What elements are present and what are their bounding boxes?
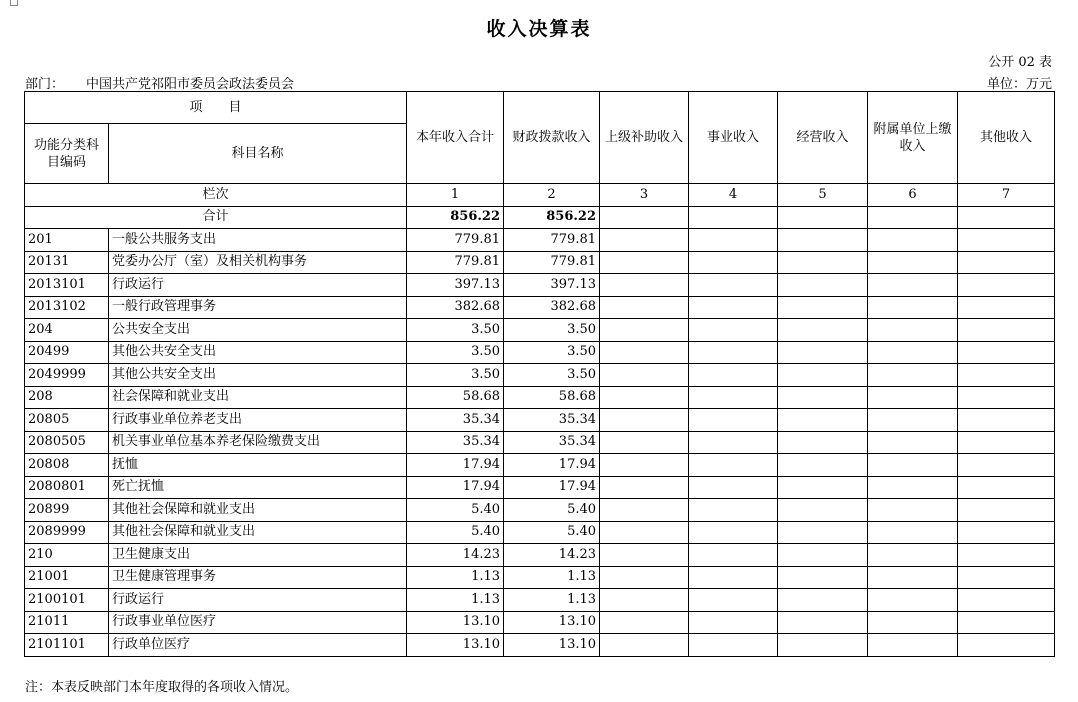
row-code: 2080505 bbox=[25, 431, 109, 454]
row-col6 bbox=[868, 364, 958, 387]
table-row bbox=[25, 589, 1055, 612]
header-col5: 经营收入 bbox=[778, 92, 868, 184]
row-col4 bbox=[689, 409, 778, 432]
row-col5 bbox=[778, 566, 868, 589]
unit-label: 单位：万元 bbox=[986, 77, 1052, 92]
row-col5 bbox=[778, 476, 868, 499]
row-col1: 382.68 bbox=[407, 296, 504, 319]
row-col3 bbox=[600, 476, 689, 499]
table-row bbox=[25, 476, 1055, 499]
department-line bbox=[25, 73, 294, 92]
row-col7 bbox=[958, 544, 1055, 567]
row-col4 bbox=[689, 229, 778, 252]
table-row bbox=[25, 544, 1055, 567]
seq-3: 3 bbox=[600, 184, 689, 207]
row-code: 210 bbox=[25, 544, 109, 567]
row-col4 bbox=[689, 274, 778, 297]
row-col6 bbox=[868, 341, 958, 364]
row-name: 行政事业单位医疗 bbox=[109, 611, 407, 634]
row-col6 bbox=[868, 499, 958, 522]
total-col5 bbox=[778, 206, 868, 229]
row-name: 其他社会保障和就业支出 bbox=[109, 521, 407, 544]
row-code: 2080801 bbox=[25, 476, 109, 499]
row-col4 bbox=[689, 319, 778, 342]
row-col5 bbox=[778, 499, 868, 522]
row-col5 bbox=[778, 544, 868, 567]
row-col3 bbox=[600, 296, 689, 319]
row-code: 2049999 bbox=[25, 364, 109, 387]
header-col1: 本年收入合计 bbox=[407, 92, 504, 184]
row-col1: 17.94 bbox=[407, 454, 504, 477]
row-col6 bbox=[868, 476, 958, 499]
row-col3 bbox=[600, 634, 689, 657]
row-col2: 1.13 bbox=[504, 589, 600, 612]
row-col3 bbox=[600, 274, 689, 297]
table-row bbox=[25, 634, 1055, 657]
row-col4 bbox=[689, 341, 778, 364]
row-col2: 5.40 bbox=[504, 521, 600, 544]
row-col7 bbox=[958, 296, 1055, 319]
row-col6 bbox=[868, 409, 958, 432]
row-name: 其他公共安全支出 bbox=[109, 341, 407, 364]
table-row bbox=[25, 364, 1055, 387]
row-col2: 3.50 bbox=[504, 364, 600, 387]
row-col7 bbox=[958, 274, 1055, 297]
row-code: 21011 bbox=[25, 611, 109, 634]
total-col1: 856.22 bbox=[407, 206, 504, 229]
sequence-row bbox=[25, 184, 1055, 207]
row-col1: 3.50 bbox=[407, 341, 504, 364]
seq-2: 2 bbox=[504, 184, 600, 207]
row-code: 208 bbox=[25, 386, 109, 409]
row-name: 一般行政管理事务 bbox=[109, 296, 407, 319]
row-name: 党委办公厅（室）及相关机构事务 bbox=[109, 251, 407, 274]
row-col4 bbox=[689, 611, 778, 634]
row-col2: 779.81 bbox=[504, 229, 600, 252]
row-col5 bbox=[778, 431, 868, 454]
row-name: 机关事业单位基本养老保险缴费支出 bbox=[109, 431, 407, 454]
table-row bbox=[25, 251, 1055, 274]
total-col7 bbox=[958, 206, 1055, 229]
row-col7 bbox=[958, 229, 1055, 252]
header-row-1 bbox=[25, 92, 1055, 124]
row-code: 2100101 bbox=[25, 589, 109, 612]
seq-1: 1 bbox=[407, 184, 504, 207]
table-row bbox=[25, 319, 1055, 342]
row-col2: 13.10 bbox=[504, 634, 600, 657]
header-item: 项 目 bbox=[25, 92, 407, 124]
row-col5 bbox=[778, 341, 868, 364]
row-col2: 17.94 bbox=[504, 476, 600, 499]
row-col6 bbox=[868, 634, 958, 657]
row-col1: 35.34 bbox=[407, 409, 504, 432]
row-col2: 14.23 bbox=[504, 544, 600, 567]
row-col1: 397.13 bbox=[407, 274, 504, 297]
row-col2: 3.50 bbox=[504, 319, 600, 342]
table-row bbox=[25, 566, 1055, 589]
header-col6: 附属单位上缴收入 bbox=[868, 92, 958, 184]
row-col4 bbox=[689, 566, 778, 589]
total-label: 合计 bbox=[25, 206, 407, 229]
header-col3: 上级补助收入 bbox=[600, 92, 689, 184]
row-col3 bbox=[600, 431, 689, 454]
total-col6 bbox=[868, 206, 958, 229]
row-col1: 13.10 bbox=[407, 634, 504, 657]
row-col3 bbox=[600, 319, 689, 342]
seq-4: 4 bbox=[689, 184, 778, 207]
row-col4 bbox=[689, 296, 778, 319]
row-col2: 397.13 bbox=[504, 274, 600, 297]
row-col4 bbox=[689, 431, 778, 454]
row-col6 bbox=[868, 431, 958, 454]
row-col3 bbox=[600, 386, 689, 409]
row-col3 bbox=[600, 589, 689, 612]
row-col3 bbox=[600, 499, 689, 522]
row-col4 bbox=[689, 544, 778, 567]
row-col7 bbox=[958, 566, 1055, 589]
row-col7 bbox=[958, 364, 1055, 387]
row-col6 bbox=[868, 611, 958, 634]
row-col2: 58.68 bbox=[504, 386, 600, 409]
row-col7 bbox=[958, 634, 1055, 657]
table-row bbox=[25, 454, 1055, 477]
row-col7 bbox=[958, 409, 1055, 432]
row-col6 bbox=[868, 386, 958, 409]
table-row bbox=[25, 296, 1055, 319]
row-col1: 13.10 bbox=[407, 611, 504, 634]
row-name: 行政事业单位养老支出 bbox=[109, 409, 407, 432]
row-col5 bbox=[778, 634, 868, 657]
row-col6 bbox=[868, 521, 958, 544]
row-col3 bbox=[600, 251, 689, 274]
row-col4 bbox=[689, 364, 778, 387]
header-name: 科目名称 bbox=[109, 124, 407, 184]
row-col2: 779.81 bbox=[504, 251, 600, 274]
income-table bbox=[24, 91, 1055, 657]
row-col1: 58.68 bbox=[407, 386, 504, 409]
row-code: 2013101 bbox=[25, 274, 109, 297]
row-col6 bbox=[868, 566, 958, 589]
row-col7 bbox=[958, 611, 1055, 634]
row-col1: 779.81 bbox=[407, 251, 504, 274]
row-name: 行政运行 bbox=[109, 274, 407, 297]
row-col5 bbox=[778, 251, 868, 274]
row-col5 bbox=[778, 319, 868, 342]
row-col3 bbox=[600, 544, 689, 567]
row-col4 bbox=[689, 634, 778, 657]
row-col2: 35.34 bbox=[504, 431, 600, 454]
header-code: 功能分类科目编码 bbox=[25, 124, 109, 184]
row-col2: 35.34 bbox=[504, 409, 600, 432]
row-col6 bbox=[868, 274, 958, 297]
row-col6 bbox=[868, 454, 958, 477]
row-col3 bbox=[600, 364, 689, 387]
row-col3 bbox=[600, 521, 689, 544]
total-row bbox=[25, 206, 1055, 229]
row-col6 bbox=[868, 544, 958, 567]
table-row bbox=[25, 274, 1055, 297]
row-col7 bbox=[958, 319, 1055, 342]
row-col6 bbox=[868, 319, 958, 342]
row-col7 bbox=[958, 499, 1055, 522]
table-row bbox=[25, 521, 1055, 544]
department-label: 部门： bbox=[25, 77, 65, 92]
row-code: 204 bbox=[25, 319, 109, 342]
row-col5 bbox=[778, 364, 868, 387]
row-code: 2101101 bbox=[25, 634, 109, 657]
form-number: 公开 02 表 bbox=[988, 55, 1052, 70]
row-col1: 5.40 bbox=[407, 521, 504, 544]
row-col1: 3.50 bbox=[407, 319, 504, 342]
row-code: 20499 bbox=[25, 341, 109, 364]
row-col3 bbox=[600, 611, 689, 634]
row-col5 bbox=[778, 296, 868, 319]
row-col6 bbox=[868, 251, 958, 274]
row-code: 21001 bbox=[25, 566, 109, 589]
corner-marker-icon bbox=[10, 0, 18, 6]
row-col1: 5.40 bbox=[407, 499, 504, 522]
row-name: 其他社会保障和就业支出 bbox=[109, 499, 407, 522]
row-col1: 1.13 bbox=[407, 589, 504, 612]
sequence-label: 栏次 bbox=[25, 184, 407, 207]
row-col4 bbox=[689, 521, 778, 544]
row-col6 bbox=[868, 589, 958, 612]
total-col2: 856.22 bbox=[504, 206, 600, 229]
row-col4 bbox=[689, 589, 778, 612]
row-col2: 13.10 bbox=[504, 611, 600, 634]
department-name: 中国共产党祁阳市委员会政法委员会 bbox=[86, 77, 295, 92]
row-col4 bbox=[689, 386, 778, 409]
row-col7 bbox=[958, 386, 1055, 409]
row-name: 一般公共服务支出 bbox=[109, 229, 407, 252]
row-col7 bbox=[958, 454, 1055, 477]
row-col5 bbox=[778, 589, 868, 612]
row-col7 bbox=[958, 251, 1055, 274]
row-col3 bbox=[600, 341, 689, 364]
row-col5 bbox=[778, 229, 868, 252]
row-col4 bbox=[689, 476, 778, 499]
row-col7 bbox=[958, 476, 1055, 499]
row-col6 bbox=[868, 229, 958, 252]
header-col2: 财政拨款收入 bbox=[504, 92, 600, 184]
row-col6 bbox=[868, 296, 958, 319]
row-col3 bbox=[600, 566, 689, 589]
row-code: 201 bbox=[25, 229, 109, 252]
row-col1: 35.34 bbox=[407, 431, 504, 454]
row-col4 bbox=[689, 499, 778, 522]
row-col5 bbox=[778, 521, 868, 544]
row-col1: 779.81 bbox=[407, 229, 504, 252]
row-col2: 5.40 bbox=[504, 499, 600, 522]
row-col5 bbox=[778, 454, 868, 477]
row-code: 20808 bbox=[25, 454, 109, 477]
row-col5 bbox=[778, 274, 868, 297]
row-name: 抚恤 bbox=[109, 454, 407, 477]
row-code: 20899 bbox=[25, 499, 109, 522]
footnote: 注：本表反映部门本年度取得的各项收入情况。 bbox=[25, 680, 299, 695]
row-col5 bbox=[778, 386, 868, 409]
table-row bbox=[25, 431, 1055, 454]
seq-6: 6 bbox=[868, 184, 958, 207]
table-row bbox=[25, 386, 1055, 409]
header-col7: 其他收入 bbox=[958, 92, 1055, 184]
table-row bbox=[25, 611, 1055, 634]
page-title: 收入决算表 bbox=[486, 18, 592, 40]
row-name: 卫生健康管理事务 bbox=[109, 566, 407, 589]
total-col3 bbox=[600, 206, 689, 229]
total-col4 bbox=[689, 206, 778, 229]
row-col3 bbox=[600, 229, 689, 252]
row-col7 bbox=[958, 431, 1055, 454]
row-col2: 3.50 bbox=[504, 341, 600, 364]
row-col4 bbox=[689, 251, 778, 274]
row-col1: 17.94 bbox=[407, 476, 504, 499]
table-row bbox=[25, 341, 1055, 364]
row-col2: 382.68 bbox=[504, 296, 600, 319]
table-row bbox=[25, 499, 1055, 522]
row-col7 bbox=[958, 589, 1055, 612]
row-name: 社会保障和就业支出 bbox=[109, 386, 407, 409]
row-col2: 17.94 bbox=[504, 454, 600, 477]
seq-7: 7 bbox=[958, 184, 1055, 207]
row-code: 2013102 bbox=[25, 296, 109, 319]
row-name: 其他公共安全支出 bbox=[109, 364, 407, 387]
row-name: 公共安全支出 bbox=[109, 319, 407, 342]
row-col3 bbox=[600, 454, 689, 477]
row-col1: 1.13 bbox=[407, 566, 504, 589]
table-row bbox=[25, 409, 1055, 432]
row-name: 行政运行 bbox=[109, 589, 407, 612]
row-col2: 1.13 bbox=[504, 566, 600, 589]
row-col3 bbox=[600, 409, 689, 432]
row-col5 bbox=[778, 611, 868, 634]
row-name: 行政单位医疗 bbox=[109, 634, 407, 657]
table-row bbox=[25, 229, 1055, 252]
row-col4 bbox=[689, 454, 778, 477]
row-code: 20131 bbox=[25, 251, 109, 274]
row-col1: 3.50 bbox=[407, 364, 504, 387]
row-code: 2089999 bbox=[25, 521, 109, 544]
header-col4: 事业收入 bbox=[689, 92, 778, 184]
row-code: 20805 bbox=[25, 409, 109, 432]
row-col1: 14.23 bbox=[407, 544, 504, 567]
seq-5: 5 bbox=[778, 184, 868, 207]
row-col7 bbox=[958, 341, 1055, 364]
row-name: 死亡抚恤 bbox=[109, 476, 407, 499]
row-name: 卫生健康支出 bbox=[109, 544, 407, 567]
row-col5 bbox=[778, 409, 868, 432]
row-col7 bbox=[958, 521, 1055, 544]
